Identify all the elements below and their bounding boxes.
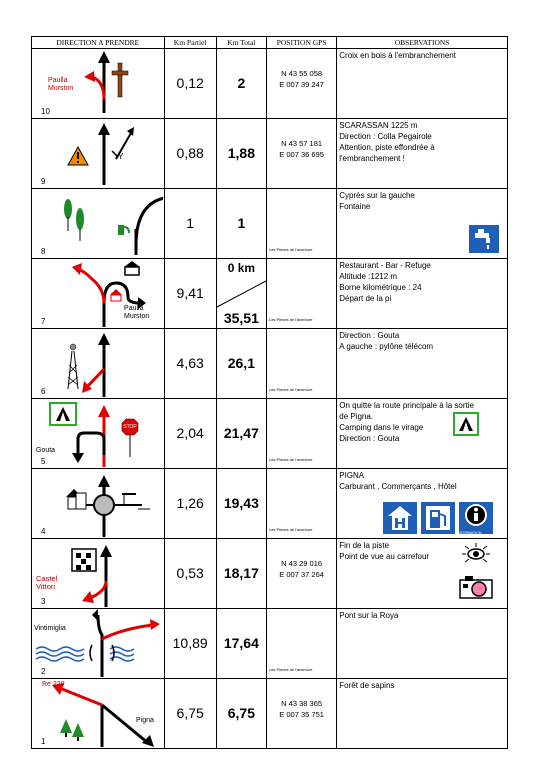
gps-cell [266,49,336,119]
observation-line: Direction : Gouta [339,331,400,340]
direction-diagram [32,679,163,748]
gps-cell [266,329,336,399]
km-partiel: 9,41 [164,259,216,329]
km-partiel: 4,63 [164,329,216,399]
pylon-icon [68,344,78,389]
step-number: 6 [41,387,46,396]
roadbook-table [31,36,508,749]
observations-cell [337,259,508,329]
tree-icon [122,493,150,509]
gps-east: E 007 37 264 [279,570,324,579]
house-icon [110,289,122,301]
tree-icon [64,199,84,241]
km-reset: 0 km [227,261,256,275]
observation-line: On quitte la route principale à la sortie [339,401,474,410]
direction-diagram [32,329,163,398]
observations-cell [337,469,508,539]
footer-note: Les Pieces de l'aventure [268,527,313,532]
header-position-gps: POSITION GPS [266,37,336,49]
observation-line: Cyprès sur la gauche [339,191,415,200]
svg-text:Y: Y [118,152,124,161]
footer-note: Les Pieces de l'aventure [268,667,313,672]
observations-cell [337,329,508,399]
direction-label: Gouta [36,447,56,454]
km-total: 1 [216,189,266,259]
gps-cell [266,679,336,749]
castle-icon [72,549,96,571]
gps-north: N 43 55 058 [281,69,323,78]
table-row [32,329,508,399]
footer-note: Les Pieces de l'aventure [268,387,313,392]
information-label: INFORMATION [457,531,482,535]
step-number: 2 [41,667,46,676]
direction-cell [32,119,165,189]
observations-cell [337,539,508,609]
step-number: 8 [41,247,46,256]
direction-diagram [32,469,163,538]
header-direction: DIRECTION A PRENDRE [32,37,165,49]
fuel-icon [421,502,455,534]
km-total: 6,75 [216,679,266,749]
table-row [32,49,508,119]
gps-cell [266,539,336,609]
step-number: 10 [41,107,50,116]
water-tap-icon [469,225,499,253]
km-total: 17,64 [216,609,266,679]
footer-note: Les Pieces de l'aventure [268,457,313,462]
viewpoint-icon [461,542,491,566]
observations-cell [337,609,508,679]
step-number: 5 [41,457,46,466]
observations-cell [337,189,508,259]
tree-icon [60,719,84,741]
km-partiel: 0,12 [164,49,216,119]
observation-line: Pont sur la Roya [339,611,399,620]
observation-line: Attention, piste effondrée à [339,143,435,152]
fountain-icon [118,225,129,235]
warning-icon [68,147,88,165]
river-icon [36,647,134,661]
km-total: 2 [216,49,266,119]
table-row [32,679,508,749]
step-number: 3 [41,597,46,606]
table-row [32,119,508,189]
km-partiel: 10,89 [164,609,216,679]
km-total-cell [216,259,266,329]
gps-cell [266,189,336,259]
observations-cell [337,679,508,749]
footer-note: Les Pieces de l'aventure [268,317,313,322]
camera-icon [459,574,493,600]
km-partiel: 6,75 [164,679,216,749]
gps-cell [266,399,336,469]
direction-cell [32,469,165,539]
direction-diagram [32,119,163,188]
gps-east: E 007 35 751 [279,710,324,719]
direction-label: Paulla Murston [48,77,74,92]
table-row [32,189,508,259]
direction-cell [32,189,165,259]
gps-north: N 43 38 365 [281,699,323,708]
table-row [32,609,508,679]
direction-label: Castel Vittori [36,574,58,591]
gps-cell [266,469,336,539]
header-km-partiel: Km Partiel [164,37,216,49]
footer-note: Les Pieces de l'aventure [268,247,313,252]
camping-icon [453,412,479,436]
gps-cell [266,119,336,189]
table-row [32,259,508,329]
km-total: 19,43 [216,469,266,539]
direction-cell [32,329,165,399]
gps-east: E 007 39 247 [279,80,324,89]
observation-line: Altitude :1212 m [339,272,398,281]
observations-cell [337,399,508,469]
observation-line: Restaurant - Bar - Refuge [339,261,431,270]
table-row [32,469,508,539]
direction-cell [32,679,165,749]
observation-line: Forêt de sapins [339,681,395,690]
km-partiel: 2,04 [164,399,216,469]
observation-line: de Pigna. [339,412,374,421]
km-partiel: 0,88 [164,119,216,189]
observation-line: Départ de la pi [339,294,392,303]
direction-cell [32,399,165,469]
direction-label: Pigna [136,717,154,724]
step-number: 7 [41,317,46,326]
step-number: 4 [41,527,46,536]
observation-line: PIGNA [339,471,365,480]
observation-line: SCARASSAN 1225 m [339,121,418,130]
table-row [32,539,508,609]
cross-icon [112,63,128,97]
observation-line: l'embranchement ! [339,154,405,163]
village-icon [66,489,86,509]
table-row [32,399,508,469]
stop-sign-label: STOP [123,424,137,430]
gps-east: E 007 36 695 [279,150,324,159]
header-km-total: Km Total [216,37,266,49]
header-row [32,37,508,49]
direction-label: Paulla Murston [124,305,150,320]
hotel-icon [383,502,417,534]
observation-line: Fontaine [339,202,371,211]
observation-line: Camping dans le virage [339,423,424,432]
gps-north: N 43 29 016 [281,559,323,568]
direction-label: Re 220 [42,681,65,688]
observation-line: Point de vue au carrefour [339,552,430,561]
header-observations: OBSERVATIONS [337,37,508,49]
km-total: 35,51 [223,310,259,326]
gps-north: N 43 57 181 [281,139,323,148]
direction-cell [32,539,165,609]
km-total: 18,17 [216,539,266,609]
observation-line: A gauche : pylône télécom [339,342,434,351]
observations-cell [337,49,508,119]
km-total: 21,47 [216,399,266,469]
observation-line: Direction : Colla Pegairole [339,132,432,141]
observation-line: Direction : Gouta [339,434,400,443]
direction-cell [32,259,165,329]
gps-cell [266,609,336,679]
km-partiel: 0,53 [164,539,216,609]
direction-diagram [32,609,163,678]
observation-line: Fin de la piste [339,541,390,550]
observations-cell [337,119,508,189]
direction-cell [32,609,165,679]
camping-icon [50,403,76,425]
direction-label: Vintimiglia [34,625,66,632]
house-icon [124,261,140,275]
direction-cell [32,49,165,119]
gps-cell [266,259,336,329]
direction-diagram [32,399,163,468]
observation-line: Borne kilométrique : 24 [339,283,422,292]
observation-line: Carburant , Commerçants , Hôtel [339,482,457,491]
km-partiel: 1 [164,189,216,259]
observation-line: Croix en bois à l'embranchement [339,51,456,60]
direction-diagram [32,189,163,258]
km-total: 1,88 [216,119,266,189]
step-number: 1 [41,737,46,746]
km-partiel: 1,26 [164,469,216,539]
km-total: 26,1 [216,329,266,399]
step-number: 9 [41,177,46,186]
